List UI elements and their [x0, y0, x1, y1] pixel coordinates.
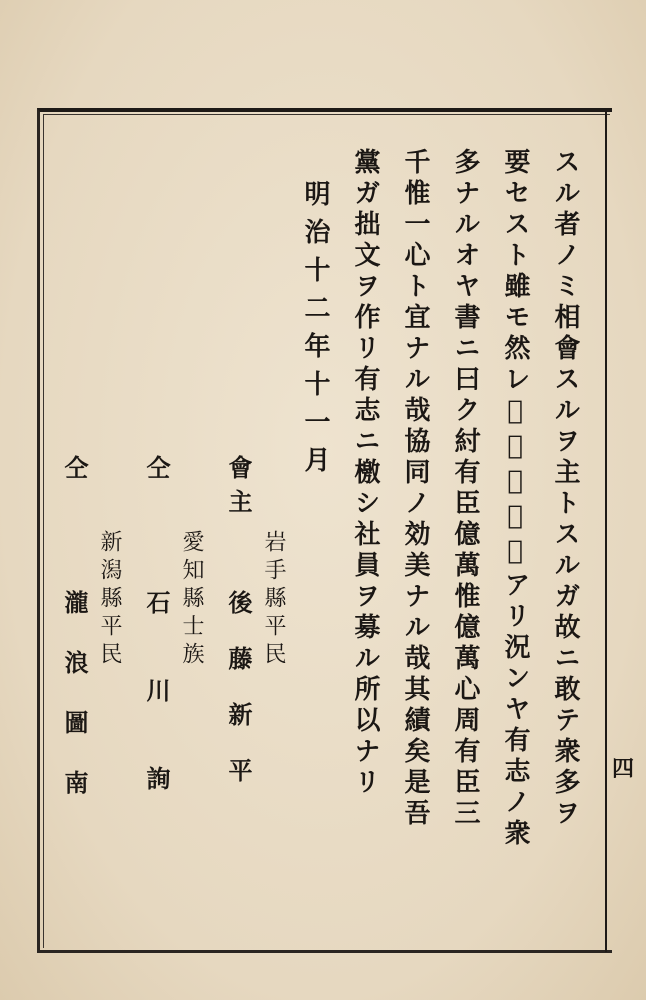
body-line-4: 千惟一心ト宜ナル哉協同ノ効美ナル哉其績矣是吾: [400, 148, 430, 830]
signatory-2-origin: 愛知縣士族: [179, 530, 204, 670]
signatory-1-origin: 岩手縣平民: [261, 530, 286, 670]
body-line-5: 黨ガ拙文ヲ作リ有志ニ檄シ社員ヲ募ル所以ナリ: [350, 148, 380, 799]
signatory-3-origin: 新潟縣平民: [97, 530, 122, 670]
body-line-3: 多ナルオヤ書ニ曰ク紂有臣億萬惟億萬心周有臣三: [450, 148, 480, 830]
date-line: 明治十二年十一月: [300, 180, 330, 484]
page-number: 四: [612, 756, 635, 782]
signatory-1-role: 會主: [224, 455, 253, 523]
signatory-2-name: 石川詢: [142, 590, 171, 854]
signatory-1-name: 後藤新平: [224, 590, 253, 814]
signatory-2-role: 仝: [142, 455, 171, 489]
signatory-3-name: 瀧浪圖南: [60, 590, 89, 830]
page-frame-right-rule: [605, 112, 607, 952]
body-line-2: 要セスト雖モ然レ𪜈三人尚師アリ況ンヤ有志ノ衆: [500, 148, 530, 850]
signatory-3-role: 仝: [60, 455, 89, 489]
body-line-1: スル者ノミ相會スルヲ主トスルガ故ニ敢テ衆多ヲ: [550, 148, 580, 830]
